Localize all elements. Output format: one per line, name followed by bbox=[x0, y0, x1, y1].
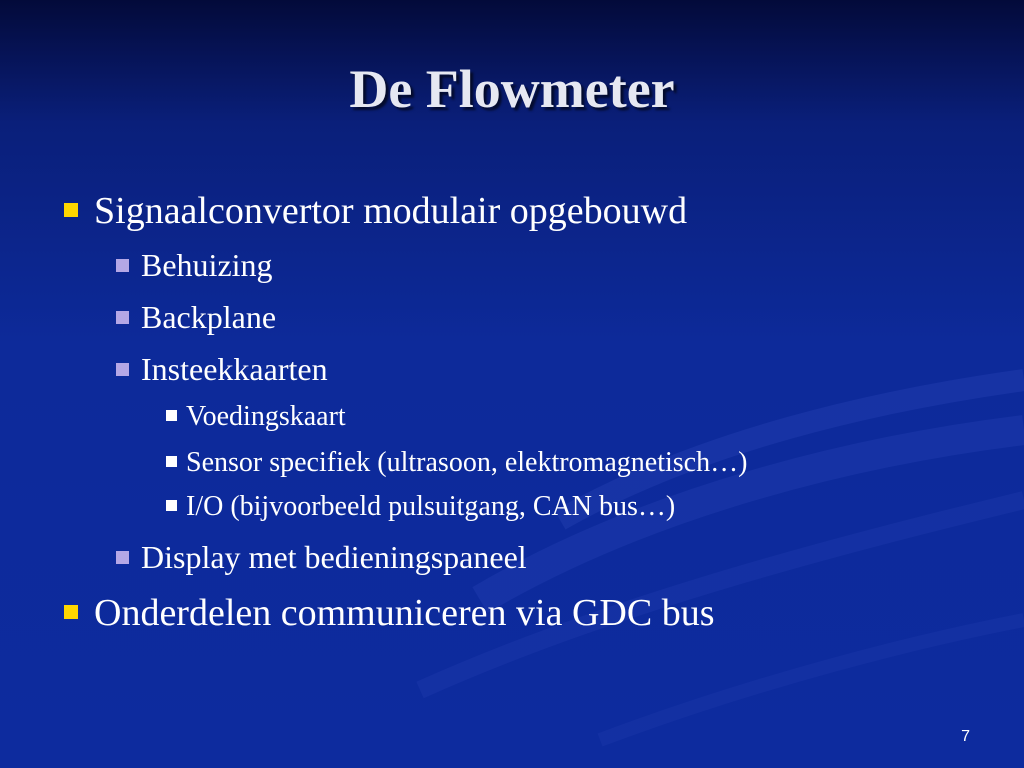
lavender-square-bullet-icon bbox=[116, 551, 129, 564]
page-number: 7 bbox=[961, 728, 970, 745]
lavender-square-bullet-icon bbox=[116, 311, 129, 324]
white-square-bullet-icon bbox=[166, 456, 177, 467]
bullet-item bbox=[166, 449, 747, 477]
slide-title: De Flowmeter bbox=[349, 59, 675, 119]
bullet-text: Onderdelen communiceren via GDC bus bbox=[94, 592, 715, 634]
yellow-square-bullet-icon bbox=[64, 203, 78, 217]
lavender-square-bullet-icon bbox=[116, 259, 129, 272]
bullet-item bbox=[64, 192, 687, 230]
bullet-text: Behuizing bbox=[141, 247, 273, 283]
bullet-item bbox=[166, 493, 675, 521]
white-square-bullet-icon bbox=[166, 500, 177, 511]
bullet-text: Display met bedieningspaneel bbox=[141, 539, 527, 575]
bullet-text: Backplane bbox=[141, 299, 277, 335]
bullet-item bbox=[116, 249, 273, 281]
lavender-square-bullet-icon bbox=[116, 363, 129, 376]
bullet-text: I/O (bijvoorbeeld pulsuitgang, CAN bus…) bbox=[186, 491, 676, 522]
bullet-text: Sensor specifiek (ultrasoon, elektromagnetisch…) bbox=[186, 447, 748, 478]
white-square-bullet-icon bbox=[166, 410, 177, 421]
bullet-item bbox=[166, 403, 346, 431]
yellow-square-bullet-icon bbox=[64, 605, 78, 619]
bullet-text: Signaalconvertor modulair opgebouwd bbox=[94, 190, 688, 232]
bullet-item bbox=[116, 301, 276, 333]
bullet-text: Insteekkaarten bbox=[141, 351, 328, 387]
bullet-item bbox=[64, 594, 715, 632]
bullet-item bbox=[116, 353, 328, 385]
bullet-item bbox=[116, 541, 527, 573]
bullet-text: Voedingskaart bbox=[186, 401, 346, 432]
